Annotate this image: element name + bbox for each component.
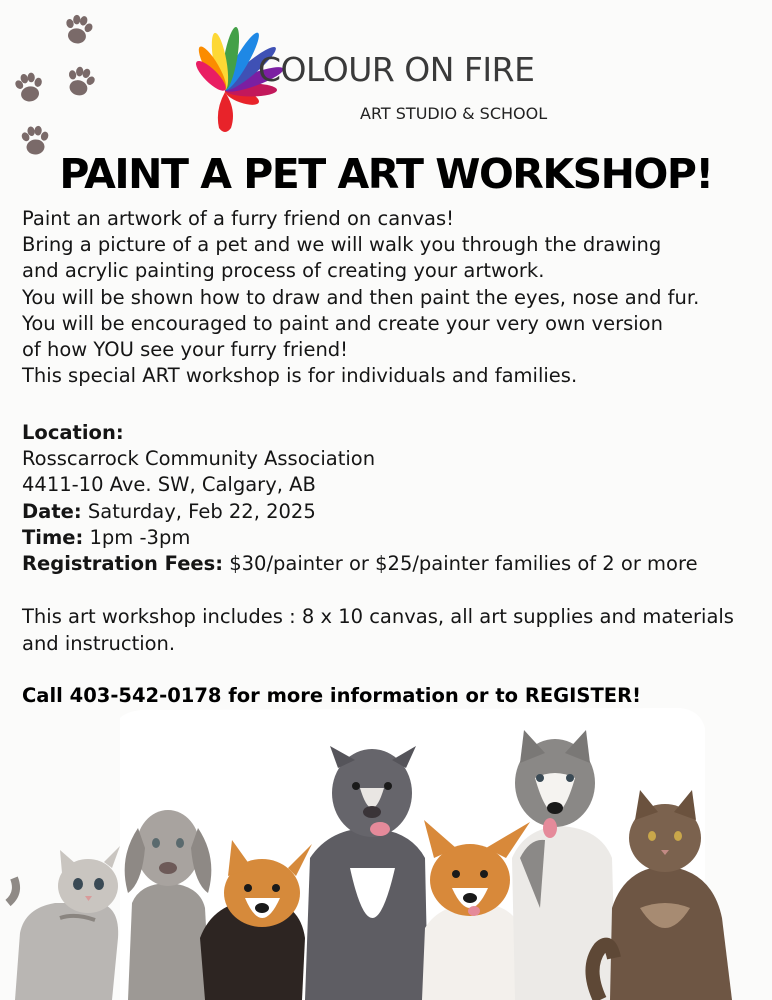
paw-print-icon <box>12 70 46 103</box>
description-line: and acrylic painting process of creating your artwork. <box>22 259 545 283</box>
date-value: Saturday, Feb 22, 2025 <box>81 499 316 523</box>
description-line: You will be encouraged to paint and create your very own version <box>22 311 663 335</box>
date-label: Date: <box>22 499 82 523</box>
description-line: of how YOU see your furry friend! <box>22 338 348 362</box>
time-value: 1pm -3pm <box>83 525 191 549</box>
includes-text <box>22 604 762 657</box>
puppy-illustration <box>125 810 212 1000</box>
fees-label: Registration Fees: <box>22 552 224 576</box>
description-line: Bring a picture of a pet and we will walk you through the drawing <box>22 233 662 257</box>
includes-line: This art workshop includes : 8 x 10 canvas, all art supplies and materials <box>22 605 734 628</box>
paw-print-icon <box>62 13 96 46</box>
description-line: This special ART workshop is for individuals and families. <box>22 364 578 388</box>
date-row <box>22 499 762 525</box>
location-address: 4411-10 Ave. SW, Calgary, AB <box>22 473 316 497</box>
time-row <box>22 525 762 551</box>
logo-subtitle: ART STUDIO & SCHOOL <box>360 104 548 123</box>
fees-value: $30/painter or $25/painter families of 2 or more <box>223 552 698 576</box>
paw-prints-decoration <box>0 0 110 170</box>
fees-row <box>22 551 762 577</box>
event-details <box>22 420 762 577</box>
studio-logo <box>185 10 585 140</box>
paw-print-icon <box>63 64 99 99</box>
logo-petal <box>218 92 233 132</box>
description <box>22 206 762 389</box>
time-label: Time: <box>22 525 84 549</box>
location-name: Rosscarrock Community Association <box>22 447 376 471</box>
pets-group-photo <box>0 708 772 1000</box>
kitten-illustration <box>8 846 120 1000</box>
call-to-action: Call 403-542-0178 for more information or to REGISTER! <box>22 684 642 707</box>
logo-name: COLOUR ON FIRE <box>258 50 535 89</box>
description-line: Paint an artwork of a furry friend on canvas! <box>22 207 454 230</box>
includes-line: and instruction. <box>22 631 176 655</box>
page-title: PAINT A PET ART WORKSHOP! <box>59 150 713 198</box>
description-line: You will be shown how to draw and then paint the eyes, nose and fur. <box>22 285 700 309</box>
location-label: Location: <box>22 421 124 444</box>
